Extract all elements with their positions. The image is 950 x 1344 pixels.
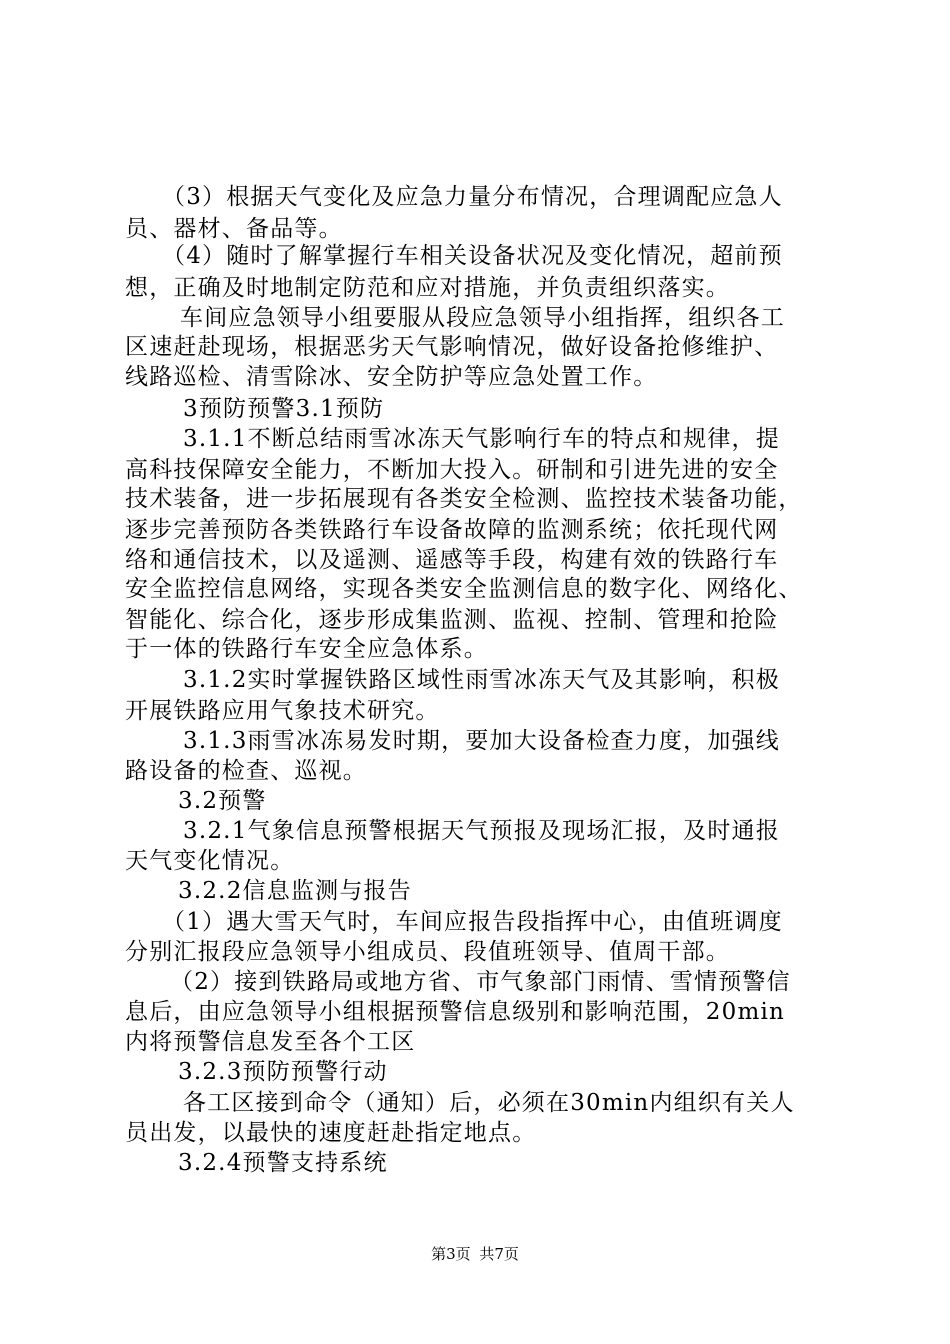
text-line: 逐步完善预防各类铁路行车设备故障的监测系统；依托现代网 — [125, 517, 779, 543]
text-line: 3预防预警3.1预防 — [183, 396, 385, 422]
text-line: 3.1.3雨雪冰冻易发时期，要加大设备检查力度，加强线 — [183, 728, 780, 754]
text-line: 区速赶赴现场，根据恶劣天气影响情况，做好设备抢修维护、 — [125, 334, 779, 360]
text-line: 3.1.2实时掌握铁路区域性雨雪冰冻天气及其影响，积极 — [183, 667, 780, 693]
text-line: 内将预警信息发至各个工区 — [125, 1029, 416, 1055]
text-line: （3）根据天气变化及应急力量分布情况，合理调配应急人 — [162, 184, 783, 210]
text-line: （4）随时了解掌握行车相关设备状况及变化情况，超前预 — [162, 243, 783, 269]
text-line: 员出发，以最快的速度赶赴指定地点。 — [125, 1120, 537, 1146]
page-number: 第3页 — [431, 1245, 471, 1263]
text-line: 3.2.1气象信息预警根据天气预报及现场汇报，及时通报 — [183, 818, 780, 844]
text-line: 车间应急领导小组要服从段应急领导小组指挥，组织各工 — [180, 305, 785, 331]
text-line: 天气变化情况。 — [125, 848, 295, 874]
page-footer — [0, 1244, 950, 1264]
text-line: 开展铁路应用气象技术研究。 — [125, 698, 440, 724]
text-line: 络和通信技术，以及遥测、遥感等手段，构建有效的铁路行车 — [125, 547, 779, 573]
text-line: 安全监控信息网络，实现各类安全监测信息的数字化、网络化、 — [125, 576, 803, 602]
text-line: 3.2.3预防预警行动 — [178, 1059, 388, 1085]
text-line: 路设备的检查、巡视。 — [125, 758, 367, 784]
text-line: 员、器材、备品等。 — [125, 216, 343, 242]
text-line: 3.2预警 — [178, 788, 267, 814]
text-line: （1）遇大雪天气时，车间应报告段指挥中心，由值班调度 — [162, 909, 783, 935]
text-line: 息后，由应急领导小组根据预警信息级别和影响范围，20min — [125, 999, 786, 1025]
text-line: 各工区接到命令（通知）后，必须在30min内组织有关人 — [183, 1090, 795, 1116]
text-line: 于一体的铁路行车安全应急体系。 — [125, 636, 488, 662]
text-line: 3.2.2信息监测与报告 — [178, 878, 412, 904]
text-line: 线路巡检、清雪除冰、安全防护等应急处置工作。 — [125, 364, 658, 390]
text-line: 3.1.1不断总结雨雪冰冻天气影响行车的特点和规律，提 — [183, 426, 780, 452]
text-line: （2）接到铁路局或地方省、市气象部门雨情、雪情预警信 — [170, 969, 791, 995]
text-line: 想，正确及时地制定防范和应对措施，并负责组织落实。 — [125, 275, 730, 301]
text-line: 技术装备，进一步拓展现有各类安全检测、监控技术装备功能， — [125, 486, 803, 512]
text-line: 高科技保障安全能力，不断加大投入。研制和引进先进的安全 — [125, 457, 779, 483]
text-line: 3.2.4预警支持系统 — [178, 1150, 388, 1176]
text-line: 智能化、综合化，逐步形成集监测、监视、控制、管理和抢险 — [125, 607, 779, 633]
page-total: 共7页 — [479, 1245, 519, 1263]
text-line: 分别汇报段应急领导小组成员、段值班领导、值周干部。 — [125, 939, 730, 965]
